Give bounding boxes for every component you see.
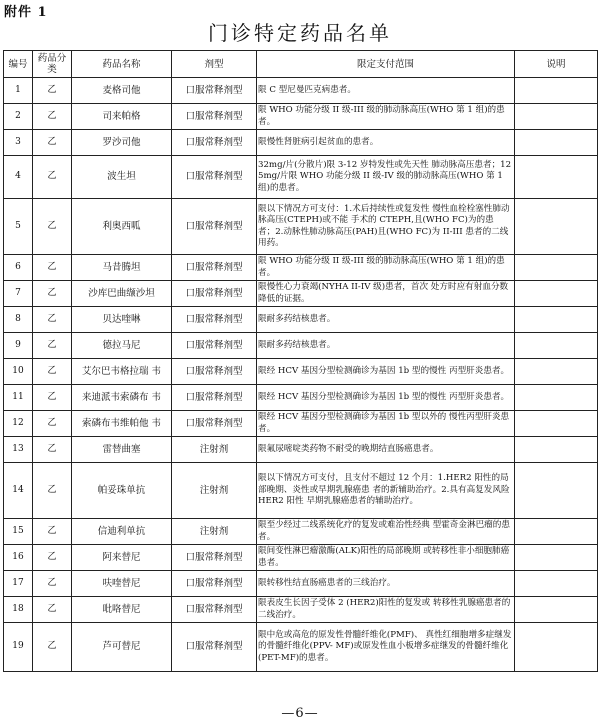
row-payment-scope: 限以下情况方可支付：1.术后持续性或复发性 慢性血栓栓塞性肺动脉高压(CTEPH)或不能 手术的 CTEPH,且(WHO FC)为的患 者；2.动脉性肺动脉高压(PAH)且(WHO FC)为 II-III 患者的二线用药。 xyxy=(257,199,515,255)
table-row xyxy=(4,519,598,545)
row-dosage-form: 口服常释剂型 xyxy=(172,597,257,623)
row-note xyxy=(515,104,598,130)
row-payment-scope: 限经 HCV 基因分型检测确诊为基因 1b 型的慢性 丙型肝炎患者。 xyxy=(257,385,515,411)
row-number: 10 xyxy=(4,359,33,385)
row-number: 2 xyxy=(4,104,33,130)
row-drug-name: 信迪利单抗 xyxy=(72,519,172,545)
header-scope: 限定支付范围 xyxy=(257,51,515,78)
row-payment-scope: 限 WHO 功能分级 II 级-III 级的肺动脉高压(WHO 第 1 组)的患者。 xyxy=(257,104,515,130)
row-drug-name: 司来帕格 xyxy=(72,104,172,130)
header-no: 编号 xyxy=(4,51,33,78)
row-category: 乙 xyxy=(33,463,72,519)
row-drug-name: 德拉马尼 xyxy=(72,333,172,359)
row-note xyxy=(515,333,598,359)
row-number: 7 xyxy=(4,281,33,307)
row-category: 乙 xyxy=(33,307,72,333)
table-row xyxy=(4,333,598,359)
row-dosage-form: 口服常释剂型 xyxy=(172,545,257,571)
row-drug-name: 雷替曲塞 xyxy=(72,437,172,463)
table-row xyxy=(4,463,598,519)
row-payment-scope: 限 C 型尼曼匹克病患者。 xyxy=(257,78,515,104)
row-drug-name: 呋喹替尼 xyxy=(72,571,172,597)
header-form: 剂型 xyxy=(172,51,257,78)
row-note xyxy=(515,571,598,597)
row-drug-name: 艾尔巴韦格拉瑞 韦 xyxy=(72,359,172,385)
table-row xyxy=(4,385,598,411)
row-category: 乙 xyxy=(33,156,72,199)
table-row xyxy=(4,545,598,571)
row-category: 乙 xyxy=(33,411,72,437)
row-number: 14 xyxy=(4,463,33,519)
table-row xyxy=(4,199,598,255)
row-dosage-form: 口服常释剂型 xyxy=(172,104,257,130)
page-number: —6— xyxy=(281,706,319,721)
row-number: 16 xyxy=(4,545,33,571)
row-dosage-form: 注射剂 xyxy=(172,437,257,463)
row-number: 1 xyxy=(4,78,33,104)
row-number: 18 xyxy=(4,597,33,623)
row-payment-scope: 限至少经过二线系统化疗的复发或难治性经典 型霍奇金淋巴瘤的患者。 xyxy=(257,519,515,545)
row-number: 15 xyxy=(4,519,33,545)
row-number: 12 xyxy=(4,411,33,437)
row-dosage-form: 口服常释剂型 xyxy=(172,333,257,359)
table-row xyxy=(4,623,598,672)
row-payment-scope: 限经 HCV 基因分型检测确诊为基因 1b 型的慢性 丙型肝炎患者。 xyxy=(257,359,515,385)
row-category: 乙 xyxy=(33,78,72,104)
row-note xyxy=(515,545,598,571)
row-dosage-form: 口服常释剂型 xyxy=(172,359,257,385)
row-note xyxy=(515,255,598,281)
row-number: 3 xyxy=(4,130,33,156)
row-payment-scope: 限 WHO 功能分级 II 级-III 级的肺动脉高压(WHO 第 1 组)的患者。 xyxy=(257,255,515,281)
document-title: 门诊特定药品名单 xyxy=(208,21,392,45)
row-number: 19 xyxy=(4,623,33,672)
row-dosage-form: 口服常释剂型 xyxy=(172,130,257,156)
row-note xyxy=(515,359,598,385)
row-category: 乙 xyxy=(33,333,72,359)
row-number: 13 xyxy=(4,437,33,463)
table-row xyxy=(4,597,598,623)
row-dosage-form: 注射剂 xyxy=(172,463,257,519)
row-note xyxy=(515,307,598,333)
row-payment-scope: 限耐多药结核患者。 xyxy=(257,307,515,333)
row-drug-name: 利奥西呱 xyxy=(72,199,172,255)
row-dosage-form: 口服常释剂型 xyxy=(172,199,257,255)
row-category: 乙 xyxy=(33,623,72,672)
table-row xyxy=(4,281,598,307)
row-note xyxy=(515,385,598,411)
row-note xyxy=(515,156,598,199)
row-category: 乙 xyxy=(33,437,72,463)
table-row xyxy=(4,571,598,597)
row-category: 乙 xyxy=(33,130,72,156)
row-note xyxy=(515,130,598,156)
row-note xyxy=(515,623,598,672)
row-payment-scope: 限慢性心力衰竭(NYHA II-IV 级)患者，首次 处方时应有射血分数降低的证据。 xyxy=(257,281,515,307)
row-payment-scope: 限表皮生长因子受体 2 (HER2)阳性的复发或 转移性乳腺癌患者的二线治疗。 xyxy=(257,597,515,623)
row-drug-name: 阿来替尼 xyxy=(72,545,172,571)
row-payment-scope: 限慢性肾脏病引起贫血的患者。 xyxy=(257,130,515,156)
row-category: 乙 xyxy=(33,597,72,623)
row-payment-scope: 限间变性淋巴瘤激酶(ALK)阳性的局部晚期 或转移性非小细胞肺癌患者。 xyxy=(257,545,515,571)
row-drug-name: 来迪派韦索磷布 韦 xyxy=(72,385,172,411)
row-dosage-form: 口服常释剂型 xyxy=(172,78,257,104)
row-category: 乙 xyxy=(33,519,72,545)
table-row xyxy=(4,104,598,130)
row-note xyxy=(515,437,598,463)
row-drug-name: 马昔腾坦 xyxy=(72,255,172,281)
row-category: 乙 xyxy=(33,385,72,411)
table-row xyxy=(4,130,598,156)
header-name: 药品名称 xyxy=(72,51,172,78)
row-category: 乙 xyxy=(33,104,72,130)
row-payment-scope: 限以下情况方可支付，且支付不超过 12 个月：1.HER2 阳性的局部晚期、炎性或早期乳腺癌患 者的新辅助治疗。2.具有高复发风险 HER2 阳性 早期乳腺癌患者的辅助治疗。 xyxy=(257,463,515,519)
row-dosage-form: 口服常释剂型 xyxy=(172,255,257,281)
row-payment-scope: 限转移性结直肠癌患者的三线治疗。 xyxy=(257,571,515,597)
row-payment-scope: 限耐多药结核患者。 xyxy=(257,333,515,359)
row-dosage-form: 口服常释剂型 xyxy=(172,411,257,437)
row-drug-name: 贝达喹啉 xyxy=(72,307,172,333)
row-drug-name: 罗沙司他 xyxy=(72,130,172,156)
table-row xyxy=(4,156,598,199)
row-category: 乙 xyxy=(33,255,72,281)
row-note xyxy=(515,199,598,255)
row-category: 乙 xyxy=(33,571,72,597)
row-drug-name: 麦格司他 xyxy=(72,78,172,104)
row-drug-name: 帕妥珠单抗 xyxy=(72,463,172,519)
row-dosage-form: 口服常释剂型 xyxy=(172,281,257,307)
row-number: 6 xyxy=(4,255,33,281)
row-dosage-form: 口服常释剂型 xyxy=(172,571,257,597)
row-dosage-form: 口服常释剂型 xyxy=(172,623,257,672)
row-drug-name: 吡咯替尼 xyxy=(72,597,172,623)
row-number: 4 xyxy=(4,156,33,199)
row-note xyxy=(515,463,598,519)
row-category: 乙 xyxy=(33,359,72,385)
table-row xyxy=(4,78,598,104)
row-dosage-form: 口服常释剂型 xyxy=(172,156,257,199)
row-number: 17 xyxy=(4,571,33,597)
table-row xyxy=(4,437,598,463)
row-note xyxy=(515,519,598,545)
row-dosage-form: 口服常释剂型 xyxy=(172,307,257,333)
row-category: 乙 xyxy=(33,199,72,255)
row-drug-name: 沙库巴曲缬沙坦 xyxy=(72,281,172,307)
table-row xyxy=(4,359,598,385)
row-number: 9 xyxy=(4,333,33,359)
row-payment-scope: 限经 HCV 基因分型检测确诊为基因 1b 型以外的 慢性丙型肝炎患者。 xyxy=(257,411,515,437)
drug-table xyxy=(3,50,598,672)
row-note xyxy=(515,597,598,623)
row-drug-name: 索磷布韦维帕他 韦 xyxy=(72,411,172,437)
row-number: 5 xyxy=(4,199,33,255)
row-payment-scope: 32mg/片(分散片)限 3-12 岁特发性或先天性 肺动脉高压患者；125mg/片限 WHO 功能分级 II 级-IV 级的肺动脉高压(WHO 第 1 组)的患者。 xyxy=(257,156,515,199)
row-number: 11 xyxy=(4,385,33,411)
row-payment-scope: 限中危或高危的原发性骨髓纤维化(PMF)、 真性红细胞增多症继发的骨髓纤维化(PPV- MF)或原发性血小板增多症继发的骨髓纤维化 (PET-MF)的患者。 xyxy=(257,623,515,672)
table-row xyxy=(4,255,598,281)
header-category: 药品分类 xyxy=(33,51,72,78)
table-row xyxy=(4,307,598,333)
row-dosage-form: 口服常释剂型 xyxy=(172,385,257,411)
row-note xyxy=(515,281,598,307)
row-category: 乙 xyxy=(33,545,72,571)
table-header-row xyxy=(4,51,598,78)
row-dosage-form: 注射剂 xyxy=(172,519,257,545)
row-drug-name: 波生坦 xyxy=(72,156,172,199)
row-payment-scope: 限氟尿嘧啶类药物不耐受的晚期结直肠癌患者。 xyxy=(257,437,515,463)
row-number: 8 xyxy=(4,307,33,333)
table-row xyxy=(4,411,598,437)
row-drug-name: 芦可替尼 xyxy=(72,623,172,672)
row-category: 乙 xyxy=(33,281,72,307)
header-note: 说明 xyxy=(515,51,598,78)
row-note xyxy=(515,78,598,104)
row-note xyxy=(515,411,598,437)
attachment-label: 附件 1 xyxy=(4,5,48,20)
